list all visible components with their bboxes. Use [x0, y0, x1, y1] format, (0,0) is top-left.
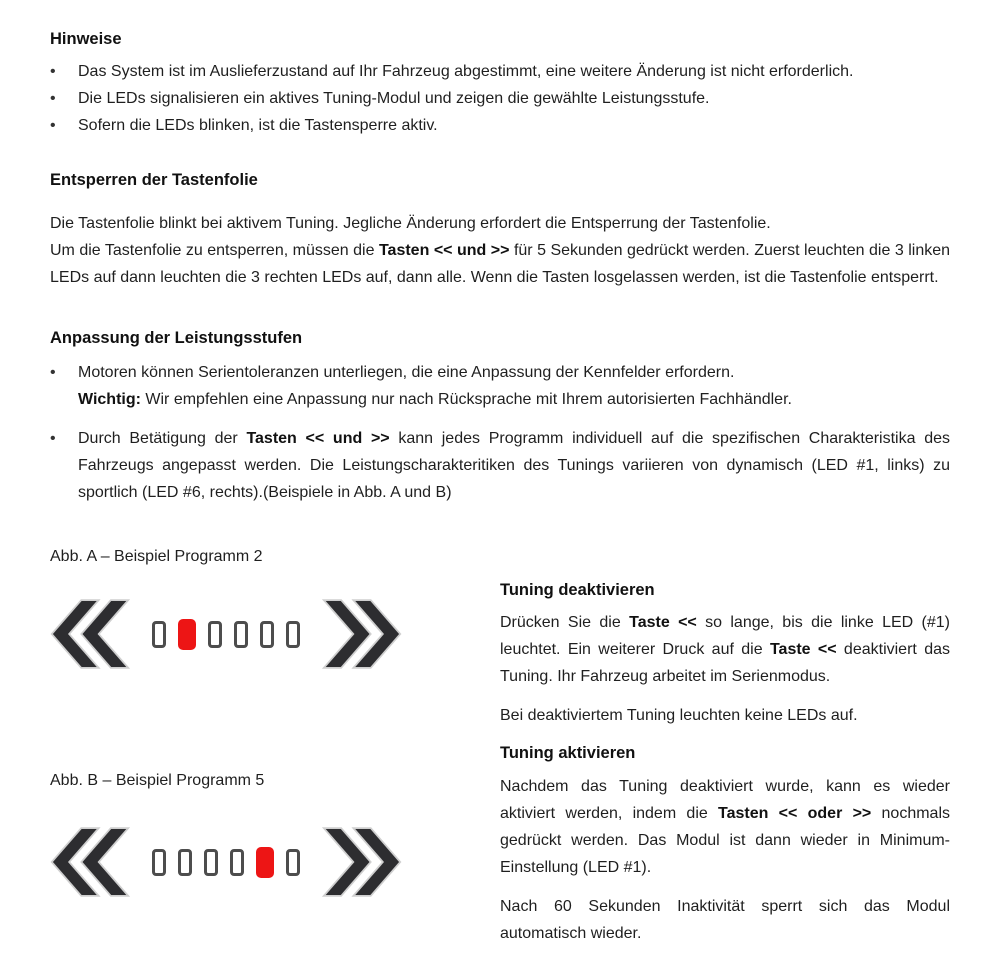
hinweise-bullet-list: [50, 58, 950, 139]
led-4: [230, 849, 244, 876]
list-item: [50, 112, 950, 139]
led-2-active: [178, 619, 196, 650]
led-1: [152, 621, 166, 648]
aktivieren-paragraph: Nachdem das Tuning deaktiviert wurde, kann es wieder aktiviert werden, indem die Tasten << oder >> nochmals gedrückt werden. Das Modul ist dann wieder in Minimum-Einstellung (LED #1).: [500, 778, 951, 876]
deaktivieren-note: Bei deaktiviertem Tuning leuchten keine LEDs auf.: [500, 707, 858, 724]
chevron-left-icon: [50, 594, 130, 674]
list-item: [50, 85, 950, 112]
led-4: [234, 621, 248, 648]
section-title-entsperren: Entsperren der Tastenfolie: [50, 171, 258, 189]
led-5: [260, 621, 274, 648]
chevron-left-icon: [50, 822, 130, 902]
led-2: [178, 849, 192, 876]
figure-a-label: Abb. A – Beispiel Programm 2: [50, 548, 263, 565]
deaktivieren-paragraph: Drücken Sie die Taste << so lange, bis die linke LED (#1) leuchtet. Ein weiterer Druck auf die Taste << deaktiviert das Tuning. Ihr Fahrzeug arbeitet im Serienmodus.: [500, 614, 950, 685]
figures-column: [50, 546, 500, 947]
bullet-line-1: Motoren können Serientoleranzen unterliegen, die eine Anpassung der Kennfelder erfordern.: [78, 364, 735, 381]
list-item: [50, 359, 950, 413]
entsperren-intro-line: Die Tastenfolie blinkt bei aktivem Tuning. Jegliche Änderung erfordert die Entsperrung der Tastenfolie.: [50, 215, 771, 232]
section-title-anpassung: Anpassung der Leistungsstufen: [50, 329, 303, 347]
figures-and-instructions: [50, 546, 950, 947]
bullet-icon: •: [50, 364, 56, 381]
section-anpassung: [50, 327, 950, 506]
bullet-icon: •: [50, 90, 56, 107]
bullet-text: Durch Betätigung der Tasten << und >> kann jedes Programm individuell auf die spezifischen Charakteristika des Fahrzeugs angepasst werden. Die Leistungscharakteritiken des Tunings variieren von dynamisch (LED #1, links) zu sportlich (LED #6, rechts).(Beispiele in Abb. A und B): [78, 430, 951, 501]
instructions-column: [500, 546, 950, 947]
entsperren-paragraph: Um die Tastenfolie zu entsperren, müssen die Tasten << und >> für 5 Sekunden gedrückt werden. Zuerst leuchten die 3 linken LEDs auf dann leuchten die 3 rechten LEDs auf, dann alle. Wenn die Tasten losgelassen werden, ist die Tastenfolie entsperrt.: [50, 242, 951, 286]
led-3: [208, 621, 222, 648]
led-5-active: [256, 847, 274, 878]
bullet-icon: •: [50, 63, 56, 80]
aktivieren-timeout-note: Nach 60 Sekunden Inaktivität sperrt sich das Modul automatisch wieder.: [500, 898, 950, 942]
bullet-text: Das System ist im Auslieferzustand auf Ihr Fahrzeug abgestimmt, eine weitere Änderung ist nicht erforderlich.: [78, 63, 854, 80]
figure-b-label: Abb. B – Beispiel Programm 5: [50, 772, 265, 789]
bullet-icon: •: [50, 430, 56, 447]
list-item: [50, 425, 950, 506]
led-1: [152, 849, 166, 876]
section-hinweise: [50, 28, 950, 139]
led-display-figure-b: [50, 822, 500, 902]
led-display-figure-a: [50, 594, 500, 674]
led-3: [204, 849, 218, 876]
bullet-text: Die LEDs signalisieren ein aktives Tuning-Modul und zeigen die gewählte Leistungsstufe.: [78, 90, 710, 107]
bullet-text: [78, 359, 950, 413]
led-strip: [152, 847, 300, 878]
led-strip: [152, 619, 300, 650]
anpassung-bullet-list: [50, 359, 950, 506]
section-title-deaktivieren: Tuning deaktivieren: [500, 581, 655, 599]
chevron-right-icon: [322, 594, 402, 674]
bullet-icon: •: [50, 117, 56, 134]
list-item: [50, 58, 950, 85]
led-6: [286, 621, 300, 648]
bullet-line-2: Wichtig: Wir empfehlen eine Anpassung nur nach Rücksprache mit Ihrem autorisierten Fachhändler.: [78, 391, 792, 408]
bullet-text: Sofern die LEDs blinken, ist die Tastensperre aktiv.: [78, 117, 438, 134]
chevron-right-icon: [322, 822, 402, 902]
section-title-aktivieren: Tuning aktivieren: [500, 744, 636, 762]
section-entsperren: [50, 169, 950, 291]
led-6: [286, 849, 300, 876]
section-title-hinweise: Hinweise: [50, 30, 122, 48]
